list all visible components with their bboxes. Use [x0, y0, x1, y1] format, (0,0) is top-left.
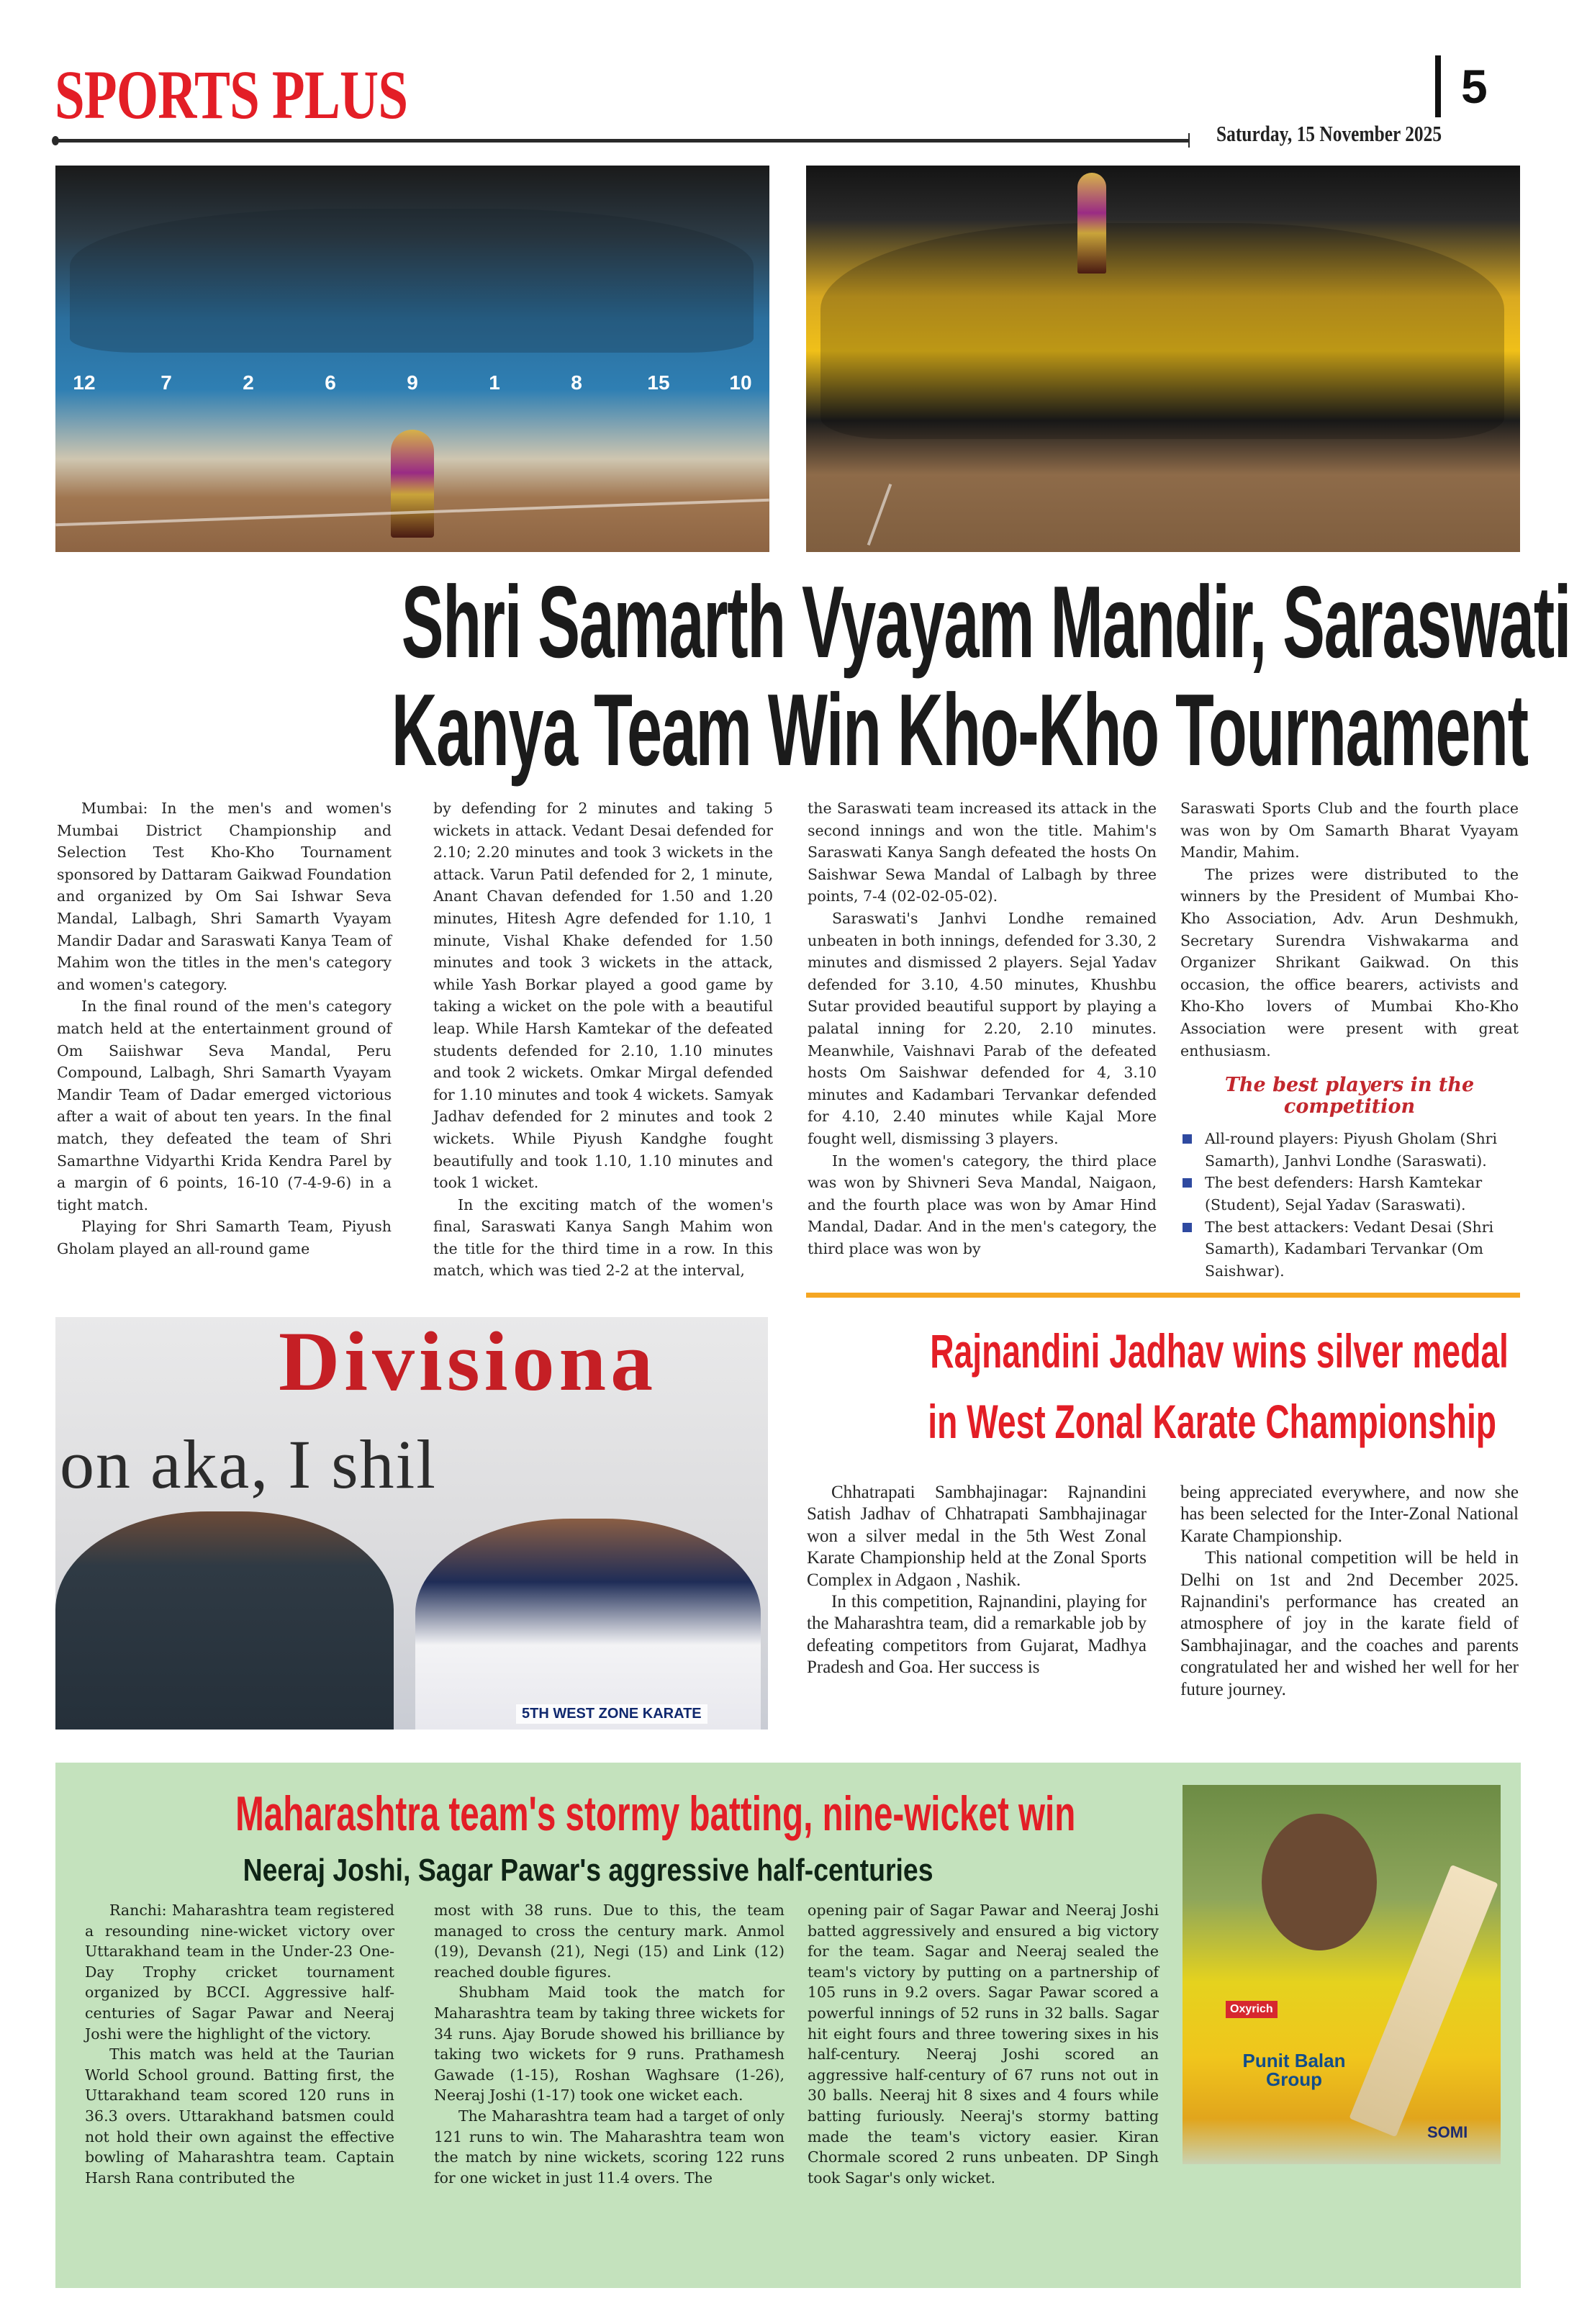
- paragraph: Saraswati Sports Club and the fourth place was won by Om Samarth Bharat Vyayam Mandir, Mahim.: [1180, 800, 1519, 862]
- jersey-number: 9: [407, 371, 418, 394]
- cricket-column-2: [434, 1900, 785, 2188]
- paragraph: most with 38 runs. Due to this, the team managed to cross the century mark. Anmol (19), Devansh (21), Negi (15) and Link (12) reached double figures.: [434, 1902, 785, 1981]
- subheadline-line: Neeraj Joshi, Sagar Pawar's aggressive half-centuries: [243, 1853, 933, 1888]
- masthead-divider: [55, 139, 1188, 143]
- cricketer-photo: [1183, 1785, 1501, 2164]
- kho-kho-headline: [43, 565, 1571, 787]
- jersey-number: 8: [571, 371, 582, 394]
- jersey-numbers: [70, 371, 755, 395]
- page-number: 5: [1461, 60, 1488, 113]
- paragraph: In the final round of the men's category match held at the entertainment ground of Om Saiishwar Seva Mandal, Peru Compound, Lalbagh, Shri Samarth Vyayam Mandir Team of Dadar emerged victorious after a wait of about ten years. In the final match, they defeated the team of Shri Samarthne Vidyarthi Krida Kendra Parel by a margin of 6 points, 16-10 (7-4-9-6) in a tight match.: [57, 998, 392, 1213]
- best-player-item: The best defenders: Harsh Kamtekar (Student), Sejal Yadav (Saraswati).: [1180, 1172, 1519, 1216]
- karate-headline: [806, 1316, 1520, 1457]
- best-player-item: The best attackers: Vedant Desai (Shri Samarth), Kadambari Tervankar (Om Saishwar).: [1180, 1216, 1519, 1283]
- paragraph: The Maharashtra team had a target of only 121 runs to win. The Maharashtra team won the match by nine wickets, scoring 122 runs for one wicket in just 11.4 overs. The: [434, 2107, 785, 2187]
- sponsor-badge: Oxyrich: [1226, 2001, 1278, 2018]
- official-figure: [55, 1511, 394, 1730]
- crowd-shape: [820, 223, 1504, 439]
- kho-kho-column-2: [433, 797, 773, 1282]
- trophy-icon: [391, 430, 434, 538]
- paragraph: Playing for Shri Samarth Team, Piyush Gholam played an all-round game: [57, 1218, 392, 1257]
- cricket-column-3: [808, 1900, 1159, 2188]
- cricket-headline: [55, 1785, 1121, 1843]
- section-title: SPORTS PLUS: [55, 56, 408, 133]
- cricket-column-1: [85, 1900, 394, 2188]
- headline-row: [43, 673, 1544, 787]
- crowd-shape: [70, 209, 754, 353]
- jersey-number: 12: [73, 371, 96, 394]
- bat-brand: SOMI: [1427, 2123, 1468, 2141]
- karate-photo: [55, 1317, 768, 1730]
- paragraph: Shubham Maid took the match for Maharashtra team by taking three wickets for 34 runs. Ajay Borude showed his brilliance by taking two wickets for 9 runs. Prathamesh Gawade (1-15), Roshan Waghsare (1-26), Neeraj Joshi (1-17) took one wicket each.: [434, 1984, 785, 2104]
- jersey-number: 7: [160, 371, 172, 394]
- jersey-number: 15: [647, 371, 670, 394]
- headline-line: Kanya Team Win Kho-Kho Tournament: [391, 673, 1528, 787]
- best-players-heading: The best players in the competition: [1224, 1074, 1475, 1118]
- banner-text: on aka, I shil: [60, 1426, 437, 1503]
- kho-kho-column-1: [57, 797, 392, 1260]
- paragraph: opening pair of Sagar Pawar and Neeraj Joshi batted aggressively and ensured a big victory for the team. Sagar and Neeraj sealed the team's victory by putting on a partnership of 105 runs in 9.2 overs. Sagar Pawar scored a powerful innings of 52 runs in 32 balls. Sagar hit eight fours and three towering sixes in his half-century. Neeraj Joshi scored an aggressive half-century of 67 runs not out in 30 balls. Neeraj hit 8 sixes and 4 fours while batting furiously. Neeraj's stormy batting made the team's victory easier. Kiran Chormale scored 2 runs unbeaten. DP Singh took Sagar's only wicket.: [808, 1902, 1159, 2187]
- section-divider: [806, 1293, 1520, 1298]
- karate-column-1: [807, 1482, 1147, 1679]
- jersey-text-line: Group: [1266, 2068, 1322, 2090]
- paragraph: This national competition will be held in Delhi on 1st and 2nd December 2025. Rajnandini's performance has created an atmosphere of joy in the karate field of Sambhajinagar, and the coaches and parents congratulated her and wished her well for her future journey.: [1180, 1548, 1519, 1699]
- headline-row: [43, 565, 1571, 679]
- jersey-text-line: Punit Balan: [1242, 2050, 1346, 2071]
- paragraph: Ranchi: Maharashtra team registered a resounding nine-wicket victory over Uttarakhand team in the Under-23 One-Day Trophy cricket tournament organized by BCCI. Aggressive half-centuries of Sagar Pawar and Neeraj Joshi were the highlight of the victory.: [85, 1902, 394, 2043]
- headline-line: Maharashtra team's stormy batting, nine-wicket win: [235, 1786, 1076, 1841]
- edition-date: Saturday, 15 November 2025: [1216, 121, 1442, 146]
- paragraph: being appreciated everywhere, and now she has been selected for the Inter-Zonal National Karate Championship.: [1180, 1483, 1519, 1546]
- jersey-number: 6: [325, 371, 336, 394]
- paragraph: The prizes were distributed to the winners by the President of Mumbai Kho-Kho Association, Adv. Arun Deshmukh, Secretary Surendra Vishwakarma and Organizer Shrikant Gaikwad. On this occasion, the office bearers, activists and Kho-Kho lovers of Mumbai Kho-Kho Association were present with great enthusiasm.: [1180, 865, 1519, 1059]
- jersey-number: 1: [489, 371, 500, 394]
- jersey-number: 10: [729, 371, 752, 394]
- headline-line: in West Zonal Karate Championship: [928, 1395, 1497, 1448]
- men-team-photo: [55, 166, 769, 552]
- paragraph: the Saraswati team increased its attack in the second innings and won the title. Mahim's Saraswati Kanya Sangh defeated the hosts On Saishwar Sewa Mandal of Lalbagh by three points, 7-4 (02-02-05-02).: [808, 800, 1157, 905]
- best-players-list: [1180, 1128, 1519, 1282]
- paragraph: Saraswati's Janhvi Londhe remained unbeaten in both innings, defended for 3.30, 2 minutes and dismissed 2 players. Sejal Yadav defended for 3.10, 4.50 minutes, Khushbu Sutar provided beautiful support by playing a palatal inning for 2.20, 2.10 minutes. Meanwhile, Vaishnavi Parab of the defeated hosts Om Saishwar defended for 4, 3.10 minutes and Kadambari Tervankar defended for 4.10, 2.40 minutes while Kajal More fought well, dismissing 3 players.: [808, 909, 1157, 1147]
- paragraph: In the exciting match of the women's final, Saraswati Kanya Sangh Mahim won the title for the third time in a row. In this match, which was tied 2-2 at the interval,: [433, 1195, 773, 1280]
- banner-text: Divisiona: [279, 1317, 658, 1409]
- paragraph: This match was held at the Taurian World School ground. Batting first, the Uttarakhand team scored 120 runs in 36.3 overs. Uttarakhand batsmen could not hold their own against the effective bowling of Maharashtra team. Captain Harsh Rana contributed the: [85, 2045, 394, 2187]
- paragraph: Mumbai: In the men's and women's Mumbai District Championship and Selection Test Kho-Kho Tournament sponsored by Dattaram Gaikwad Foundation and organized by Om Sai Ishwar Seva Mandal, Lalbagh, Shri Samarth Vyayam Mandir Dadar and Saraswati Kanya Team of Mahim won the titles in the men's category and women's category.: [57, 800, 392, 993]
- player-head: [1262, 1814, 1377, 1950]
- court-line: [867, 484, 892, 546]
- headline-line: Rajnandini Jadhav wins silver medal: [930, 1324, 1509, 1378]
- jersey-sponsor-text: [1226, 2051, 1362, 2089]
- page-number-bar: [1435, 55, 1441, 117]
- cricket-subheadline: [55, 1853, 1121, 1889]
- headline-line: Shri Samarth Vyayam Mandir, Saraswati: [401, 565, 1571, 679]
- paragraph: Chhatrapati Sambhajinagar: Rajnandini Satish Jadhav of Chhatrapati Sambhajinagar won a silver medal in the 5th West Zonal Karate Championship held at the Zonal Sports Complex in Adgaon , Nashik.: [807, 1483, 1147, 1590]
- headline-row: [806, 1316, 1520, 1386]
- jersey-number: 2: [243, 371, 254, 394]
- karate-column-2: [1180, 1482, 1519, 1701]
- women-team-photo: [806, 166, 1520, 552]
- paragraph: In this competition, Rajnandini, playing for the Maharashtra team, did a remarkable job by defeating competitors from Gujarat, Madhya Pradesh and Goa. Her success is: [807, 1592, 1147, 1678]
- athlete-figure: [415, 1519, 761, 1730]
- headline-row: [806, 1386, 1520, 1457]
- best-player-item: All-round players: Piyush Gholam (Shri Samarth), Janhvi Londhe (Saraswati).: [1180, 1128, 1519, 1172]
- kho-kho-column-3: [808, 797, 1157, 1260]
- certificate-text: 5TH WEST ZONE KARATE: [516, 1704, 707, 1724]
- kho-kho-column-4: [1180, 797, 1519, 1282]
- paragraph: by defending for 2 minutes and taking 5 wickets in attack. Vedant Desai defended for 2.10; 2.20 minutes and took 3 wickets in the attack. Varun Patil defended for 2, 1 minute, Anant Chavan defended for 1.50 and 1.20 minutes, Hitesh Agre defended for 1.10, 1 minute, Vishal Khake defended for 1.50 minutes and took 3 wickets in the attack, while Yash Borkar played a good game by taking a wicket on the pole with a beautiful leap. While Harsh Kamtekar of the defeated students defended for 2.10, 1.10 minutes and took 2 wickets. Omkar Mirgal defended for 1.10 minutes and took 4 wickets. Samyak Jadhav defended for 2 minutes and took 2 wickets. While Piyush Kandghe fought beautifully and took 1.10, 1.10 minutes and took 1 wicket.: [433, 800, 773, 1192]
- paragraph: In the women's category, the third place was won by Shivneri Seva Mandal, Naigaon, and the fourth place was won by Amar Hind Mandal, Dadar. And in the men's category, the third place was won by: [808, 1152, 1157, 1257]
- trophy-icon: [1077, 173, 1106, 273]
